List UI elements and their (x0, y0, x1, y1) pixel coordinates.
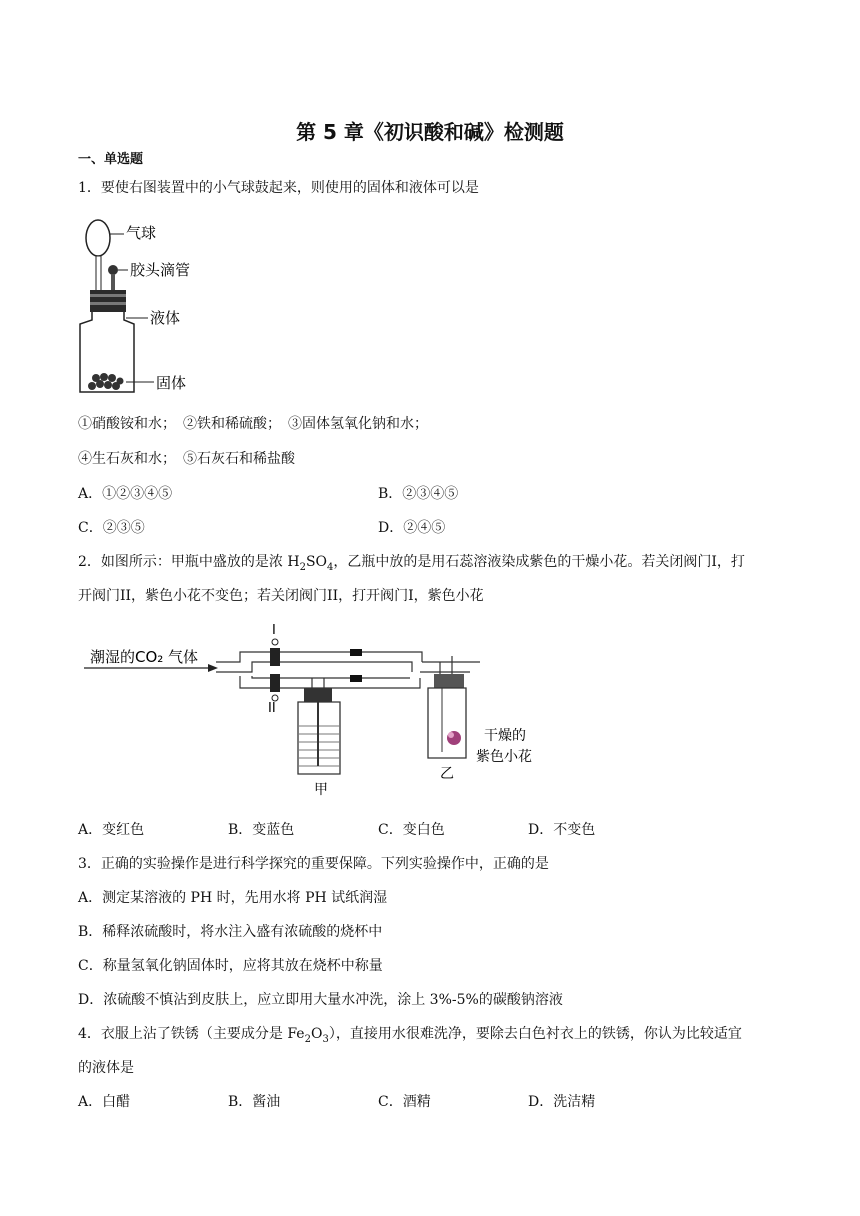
q4-option-d: D．洗洁精 (528, 1094, 596, 1110)
q2-co2-apparatus-figure (80, 616, 550, 798)
label-gas: 潮湿的CO₂ 气体 (90, 648, 199, 666)
section-heading: 一、单选题 (78, 152, 144, 167)
q4-stem-line-2: 的液体是 (78, 1060, 134, 1076)
bottle-outline (80, 312, 134, 392)
q1-stem: 1．要使右图装置中的小气球鼓起来，则使用的固体和液体可以是 (78, 180, 479, 196)
q3-option-b: B．稀释浓硫酸时，将水注入盛有浓硫酸的烧杯中 (78, 924, 383, 940)
q4-stem-subscript-1: 2 (304, 1033, 311, 1045)
bottle-yi (428, 688, 466, 758)
q4-stem-subscript-2: 3 (322, 1033, 329, 1045)
label-bottle-jia: 甲 (314, 782, 328, 798)
q2-stem-line-2: 开阀门II，紫色小花不变色；若关闭阀门II，打开阀门I，紫色小花 (78, 588, 484, 604)
label-bottle-yi: 乙 (440, 766, 454, 782)
q1-option-a: A．①②③④⑤ (78, 486, 173, 502)
q2-option-a: A．变红色 (78, 822, 145, 838)
q2-option-b: B．变蓝色 (228, 822, 295, 838)
label-liquid: 液体 (150, 309, 181, 327)
q2-stem-subscript-2: 4 (327, 561, 334, 573)
q3-option-a: A．测定某溶液的 PH 时，先用水将 PH 试纸润湿 (78, 890, 388, 906)
q2-stem-part-b: SO (305, 554, 328, 570)
q1-balloon-apparatus-figure (76, 214, 216, 400)
q2-option-c: C．变白色 (378, 822, 445, 838)
q4-stem-part-b: O (310, 1026, 323, 1042)
page-title: 第 5 章《初识酸和碱》检测题 (296, 120, 564, 144)
q4-stem-part-a: 4．衣服上沾了铁锈（主要成分是 Fe (78, 1026, 305, 1042)
label-dropper: 胶头滴管 (130, 261, 191, 279)
label-flower-2: 紫色小花 (476, 749, 532, 765)
label-solid: 固体 (156, 374, 187, 392)
q4-stem-part-c: ），直接用水很难洗净，要除去白色衬衣上的铁锈，你认为比较适宜 (328, 1026, 742, 1042)
balloon-shape (86, 220, 110, 256)
q4-option-a: A．白醋 (78, 1094, 131, 1110)
solid-granules (88, 373, 124, 390)
q4-option-c: C．酒精 (378, 1094, 431, 1110)
label-balloon: 气球 (126, 224, 157, 242)
label-flower-1: 干燥的 (484, 728, 526, 744)
q1-choices-line-1: ①硝酸铵和水； ②铁和稀硫酸； ③固体氢氧化钠和水； (78, 416, 428, 432)
q1-option-c: C．②③⑤ (78, 520, 145, 536)
q3-option-c: C．称量氢氧化钠固体时，应将其放在烧杯中称量 (78, 958, 383, 974)
q1-option-b: B．②③④⑤ (378, 486, 459, 502)
label-valve-2: II (268, 701, 276, 716)
q2-stem-subscript-1: 2 (299, 561, 306, 573)
bottle-stopper (90, 290, 126, 312)
valve-1 (270, 648, 280, 666)
q4-stem-line-1 (78, 1024, 742, 1050)
q2-stem-line-1 (78, 552, 745, 578)
valve-2 (270, 674, 280, 692)
q1-choices-line-2: ④生石灰和水； ⑤石灰石和稀盐酸 (78, 451, 295, 467)
q2-option-d: D．不变色 (528, 822, 596, 838)
q3-stem: 3．正确的实验操作是进行科学探究的重要保障。下列实验操作中，正确的是 (78, 856, 549, 872)
q4-option-b: B．酱油 (228, 1094, 281, 1110)
q1-option-d: D．②④⑤ (378, 520, 446, 536)
dropper-bulb (108, 265, 118, 275)
q3-option-d: D．浓硫酸不慎沾到皮肤上，应立即用大量水冲洗，涂上 3%-5%的碳酸钠溶液 (78, 992, 563, 1008)
q2-stem-part-a: 2．如图所示：甲瓶中盛放的是浓 H (78, 554, 300, 570)
label-valve-1: I (272, 623, 276, 638)
q2-stem-part-c: ，乙瓶中放的是用石蕊溶液染成紫色的干燥小花。若关闭阀门I，打 (333, 554, 745, 570)
